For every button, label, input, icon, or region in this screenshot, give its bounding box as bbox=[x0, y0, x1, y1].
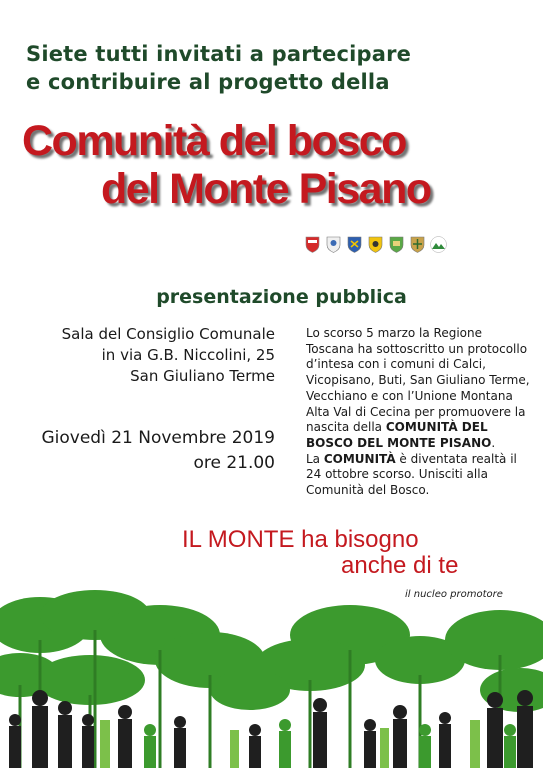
coat-of-arms-icon bbox=[325, 236, 342, 253]
description-p1: Lo scorso 5 marzo la Regione Toscana ha sottoscritto un protocollo d’intesa con i comuni di Calci, Vicopisano, Buti, San Giuliano Terme, Vecchiano e con l’Unione Montana Alta Val di Cecina per promuovere la nascita della bbox=[306, 326, 530, 435]
event-time: ore 21.00 bbox=[193, 453, 275, 473]
coat-of-arms-icon bbox=[304, 236, 321, 253]
invitation-line-1: Siete tutti invitati a partecipare bbox=[26, 42, 412, 66]
coat-of-arms-icon bbox=[409, 236, 426, 253]
venue-address bbox=[62, 324, 275, 387]
coat-of-arms-icon bbox=[367, 236, 384, 253]
signature: il nucleo promotore bbox=[405, 589, 503, 600]
venue-line-1: Sala del Consiglio Comunale bbox=[61, 325, 275, 343]
forest-silhouette-illustration bbox=[0, 580, 543, 768]
event-date bbox=[41, 426, 275, 476]
partner-logos bbox=[304, 236, 447, 253]
venue-line-2: in via G.B. Niccolini, 25 bbox=[101, 346, 275, 364]
description-p2-bold: COMUNITÀ bbox=[323, 451, 396, 466]
slogan-line-1: IL MONTE ha bisogno bbox=[182, 526, 419, 553]
description-text bbox=[306, 326, 531, 499]
title-line-1: Comunità del bosco bbox=[22, 117, 406, 165]
description-p2-rest: è diventata realtà il 24 ottobre scorso. Unisciti alla Comunità del Bosco. bbox=[306, 451, 517, 498]
description-p1-bold: COMUNITÀ DEL BOSCO DEL MONTE PISANO bbox=[306, 420, 492, 450]
venue-line-3: San Giuliano Terme bbox=[130, 367, 275, 385]
event-day: Giovedì 21 Novembre 2019 bbox=[41, 428, 275, 448]
invitation-line-2: e contribuire al progetto della bbox=[26, 70, 390, 94]
event-subtitle: presentazione pubblica bbox=[156, 286, 407, 308]
mountain-logo-icon bbox=[430, 236, 447, 253]
slogan-line-2: anche di te bbox=[341, 552, 459, 579]
coat-of-arms-icon bbox=[346, 236, 363, 253]
description-p2-start: La bbox=[306, 451, 324, 466]
invitation-text bbox=[26, 40, 506, 96]
coat-of-arms-icon bbox=[388, 236, 405, 253]
title-line-2: del Monte Pisano bbox=[101, 165, 431, 213]
description-p1-end: . bbox=[491, 435, 496, 450]
